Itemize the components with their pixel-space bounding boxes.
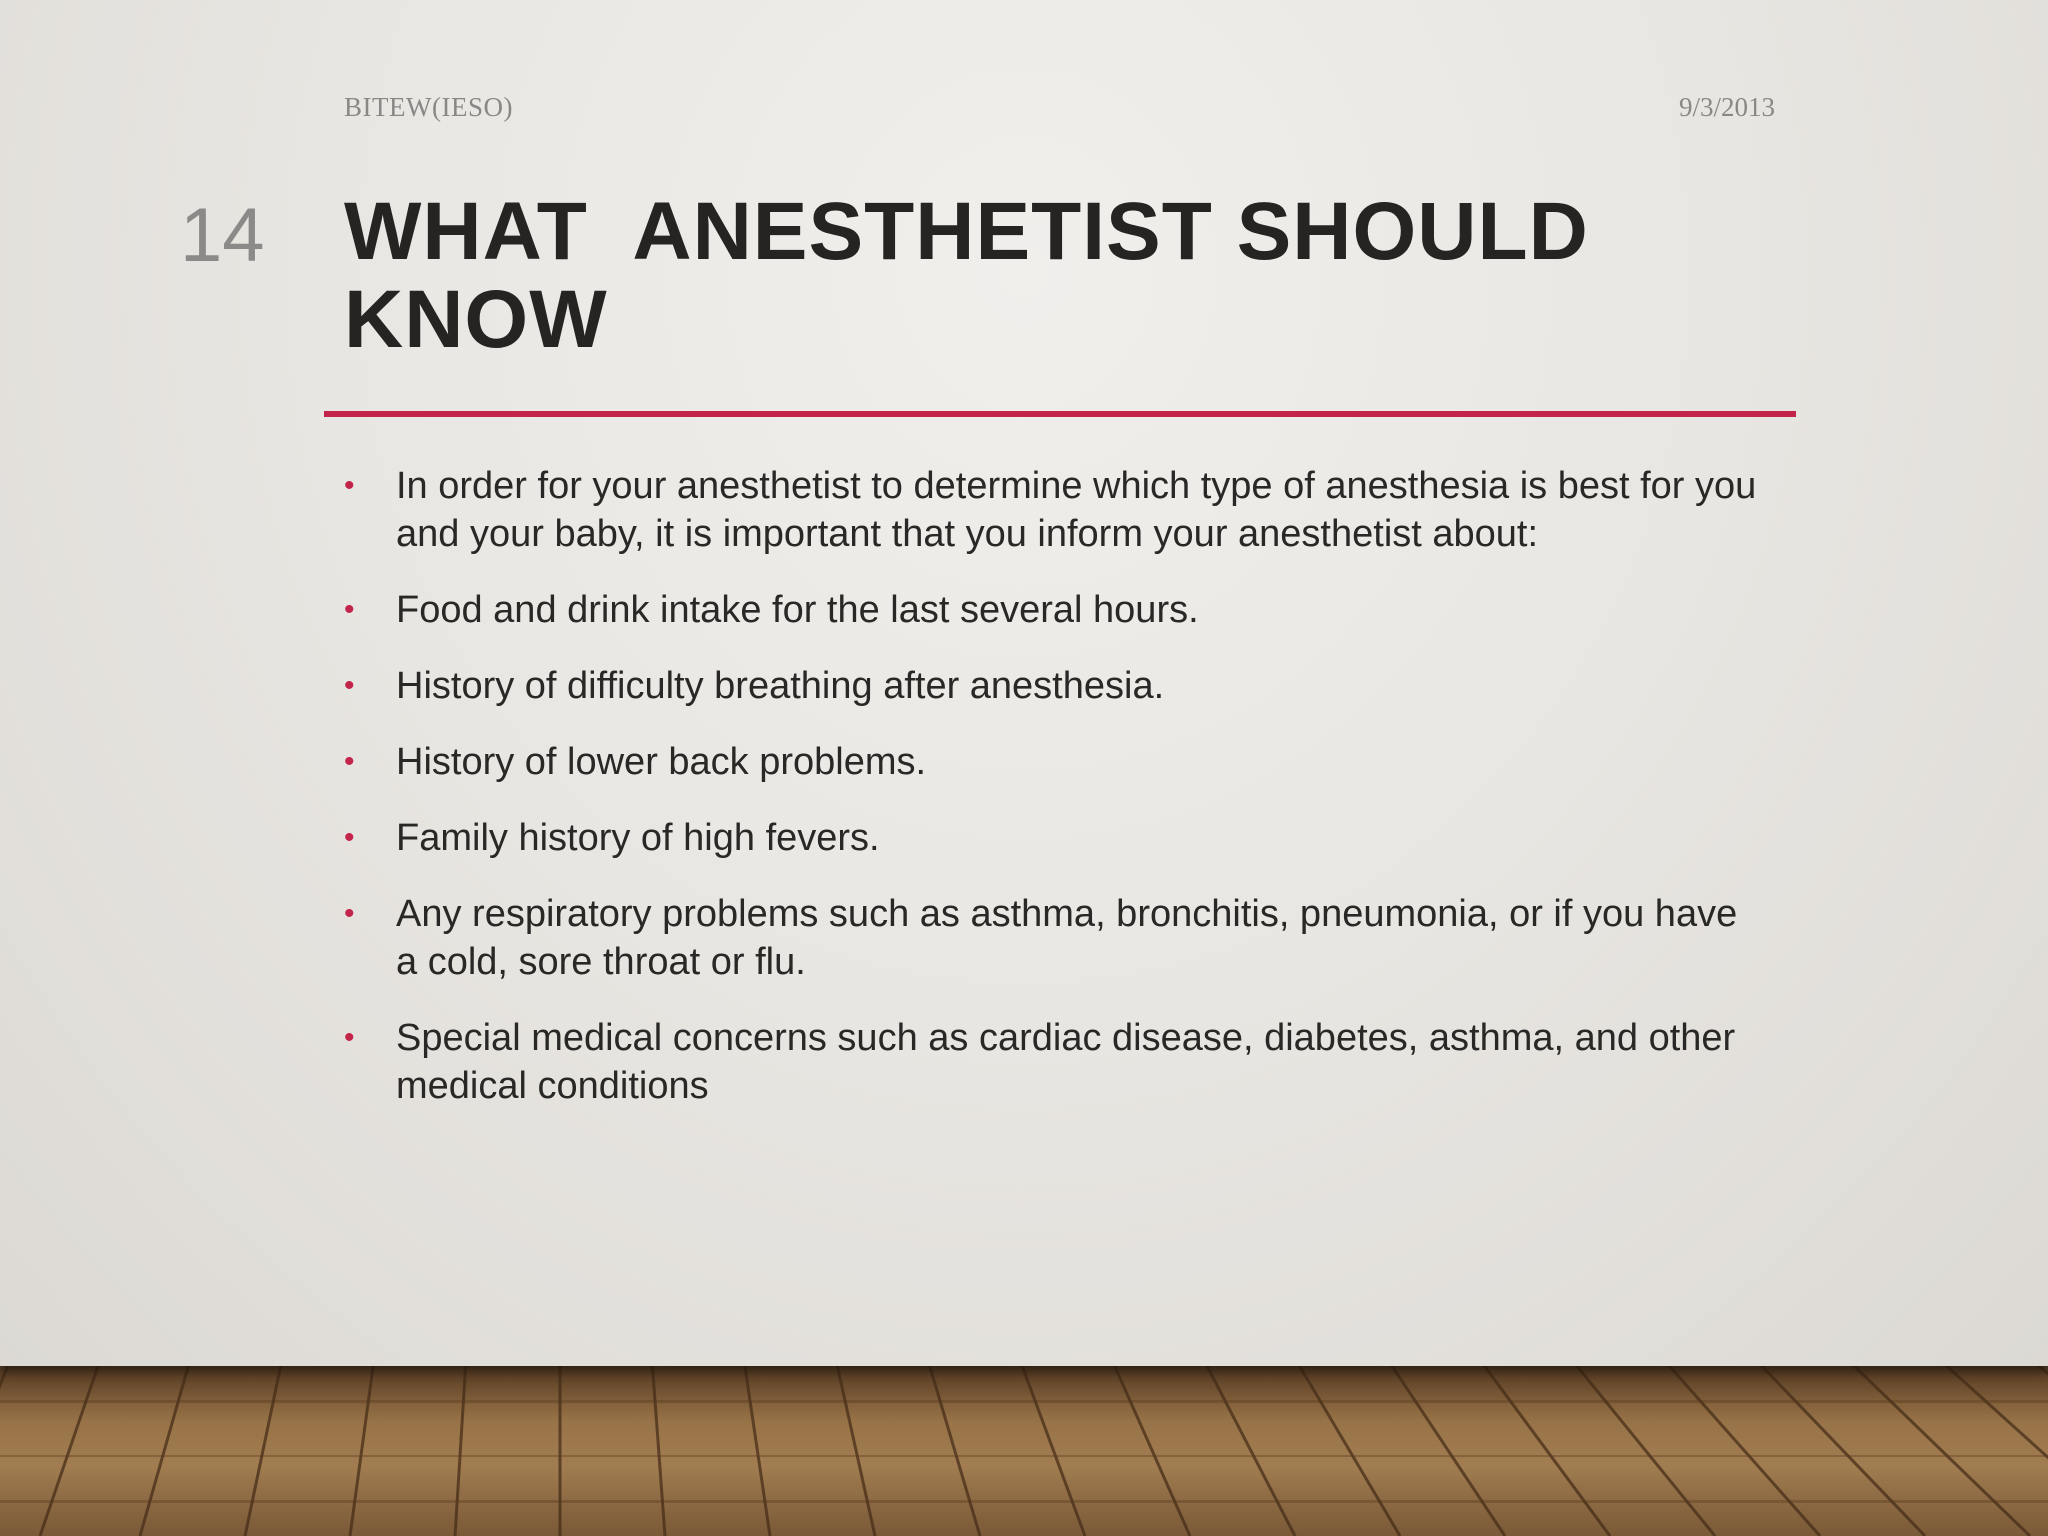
bullet-dot-icon: • (344, 1021, 355, 1054)
header-date: 9/3/2013 (1678, 92, 1775, 122)
slide-title: WHAT ANESTHETIST SHOULD KNOW (344, 186, 1613, 365)
bullet-text: History of lower back problems. (396, 741, 927, 783)
bullet-text: Food and drink intake for the last several hours. (396, 589, 1199, 631)
bullet-text: Any respiratory problems such as asthma, bronchitis, pneumonia, or if you have a cold, sore throat or flu. (396, 893, 1738, 983)
bullet-list (344, 462, 1764, 1138)
bullet-text: In order for your anesthetist to determine which type of anesthesia is best for you and your baby, it is important that you inform your anesthetist about: (396, 465, 1757, 555)
wood-floor-background (0, 1360, 2048, 1536)
slide-number: 14 (180, 193, 265, 278)
bullet-dot-icon: • (344, 593, 355, 626)
bullet-item (344, 890, 1764, 986)
bullet-dot-icon: • (344, 897, 355, 930)
bullet-item (344, 1014, 1764, 1110)
bullet-dot-icon: • (344, 669, 355, 702)
bullet-item (344, 814, 1764, 862)
bullet-dot-icon: • (344, 745, 355, 778)
bullet-item (344, 462, 1764, 558)
bullet-text: Family history of high fevers. (396, 817, 880, 859)
wood-planks-graphic (0, 1360, 2048, 1536)
bullet-item (344, 738, 1764, 786)
header-author: BITEW(IESO) (344, 92, 513, 122)
bullet-text: Special medical concerns such as cardiac disease, diabetes, asthma, and other medical conditions (396, 1017, 1736, 1107)
bullet-text: History of difficulty breathing after anesthesia. (396, 665, 1165, 707)
bullet-dot-icon: • (344, 469, 355, 502)
bullet-item (344, 662, 1764, 710)
bullet-dot-icon: • (344, 821, 355, 854)
bullet-item (344, 586, 1764, 634)
title-divider (324, 411, 1796, 417)
